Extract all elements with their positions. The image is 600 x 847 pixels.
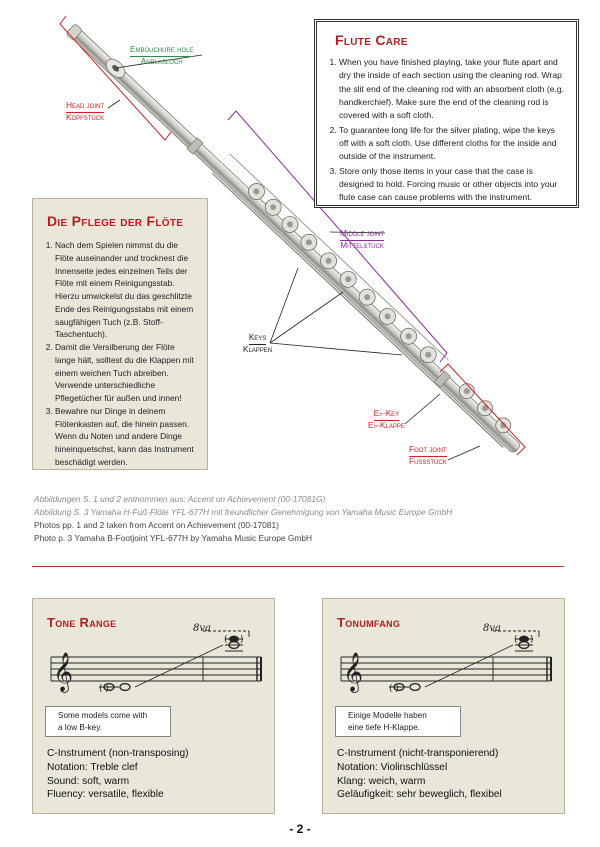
property-line: Fluency: versatile, flexible xyxy=(47,789,164,801)
svg-text:): ) xyxy=(530,635,534,645)
svg-text:𝄞: 𝄞 xyxy=(53,652,74,692)
embouchure-label xyxy=(130,45,193,67)
pflege-item: 1. Nach dem Spielen nimmst du die Flöte auseinander und trocknest die Innenseite jedes einzelnen Teils der Flöte mit einem Reinigungsstab. Hierzu umwickelst du das geschlitzte Ende des Reinigungsstabs mit einem saugfähigen Tuch (z.B. Stoff-Taschentuch). xyxy=(55,239,197,341)
eb-key-label-de: E♭-Klappe xyxy=(368,420,405,430)
svg-text:(: ( xyxy=(224,635,228,645)
head-joint-label-de: Kopfstück xyxy=(66,112,105,122)
credit-line: Photos pp. 1 and 2 taken from Accent on Achievement (00-17081) xyxy=(34,520,279,531)
instrument-properties xyxy=(337,747,502,802)
property-line: Notation: Treble clef xyxy=(47,761,138,773)
svg-text:𝄞: 𝄞 xyxy=(343,652,364,692)
middle-joint-label-de: Mittelstück xyxy=(340,240,384,250)
credit-line: Photo p. 3 Yamaha B-Footjoint YFL-677H by Yamaha Music Europe GmbH xyxy=(34,533,313,544)
flute-care-item: 2. To guarantee long life for the silver plating, wipe the keys off with a soft cloth. Use different cloths for the inside and outside of the instrument. xyxy=(339,124,566,164)
svg-text:(: ( xyxy=(514,635,518,645)
keys-label xyxy=(243,333,272,355)
tone-range-title: Tone Range xyxy=(47,615,117,630)
tone-range-box xyxy=(32,598,275,814)
photo-credits xyxy=(34,493,452,545)
eb-key-label xyxy=(368,409,405,431)
property-line: C-Instrument (non-transposing) xyxy=(47,748,189,759)
low-b-key-note xyxy=(45,706,171,737)
tonumfang-title: Tonumfang xyxy=(337,615,401,630)
note-line: a low B-key. xyxy=(58,722,102,732)
note-line: eine tiefe H-Klappe. xyxy=(348,722,420,732)
svg-text:( ): ( ) xyxy=(389,684,399,694)
keys-label-en: Keys xyxy=(249,333,266,345)
head-joint-label xyxy=(66,101,104,123)
pflege-box xyxy=(32,198,208,470)
tonumfang-staff xyxy=(333,617,558,697)
section-divider xyxy=(32,566,564,567)
foot-joint-label-en: Foot joint xyxy=(409,445,447,457)
property-line: Sound: soft, warm xyxy=(47,775,130,787)
middle-joint-label xyxy=(340,229,384,251)
note-line: Some models come with xyxy=(58,711,148,720)
svg-text:( ): ( ) xyxy=(99,684,109,694)
embouchure-label-en: Embouchure hole xyxy=(130,45,193,57)
pflege-item: 3. Bewahre nur Dinge in deinem Flötenkasten auf, die hinein passen. Wenn du Noten und andere Dinge hineinquetschst, kann das Instrument beschädigt werden. xyxy=(55,405,197,469)
flute-care-title: Flute Care xyxy=(335,32,408,48)
flute-care-box xyxy=(314,19,579,208)
keys-label-de: Klappen xyxy=(243,344,273,354)
ottava-mark: 8va xyxy=(193,623,211,634)
flute-care-list xyxy=(327,56,566,204)
property-line: Notation: Violinschlüssel xyxy=(337,761,448,773)
embouchure-label-de: Anblasloch xyxy=(140,56,183,66)
credit-line: Abbildungen S. 1 und 2 entnommen aus: Accent on Achievement (00-17081G) xyxy=(34,494,326,504)
instrument-properties xyxy=(47,747,189,802)
svg-text:): ) xyxy=(240,635,244,645)
ottava-mark: 8va xyxy=(483,623,501,634)
page-number: - 2 - xyxy=(289,822,311,836)
credit-line: Abbildung S. 3 Yamaha H-Fuß-Flöte YFL-677H mit freundlicher Genehmigung von Yamaha Music Europe GmbH xyxy=(34,507,453,518)
tonumfang-box xyxy=(322,598,565,814)
pflege-list xyxy=(43,239,197,469)
foot-joint-label xyxy=(409,445,447,467)
pflege-title: Die Pflege der Flöte xyxy=(47,213,184,229)
property-line: Geläufigkeit: sehr beweglich, flexibel xyxy=(337,789,502,801)
note-line: Einige Modelle haben xyxy=(348,711,427,720)
low-h-key-note xyxy=(335,706,461,737)
eb-key-label-en: E♭-Key xyxy=(374,409,400,421)
foot-joint-label-de: Fussstück xyxy=(409,456,447,466)
property-line: Klang: weich, warm xyxy=(337,775,426,787)
tone-range-staff xyxy=(43,617,268,697)
flute-care-item: 3. Store only those items in your case that the case is designed to hold. Forcing music or other objects into your flute case can cause problems with the instrument. xyxy=(339,165,566,205)
property-line: C-Instrument (nicht-transponierend) xyxy=(337,748,499,759)
middle-joint-label-en: Middle joint xyxy=(340,229,384,241)
head-joint-label-en: Head joint xyxy=(66,101,104,113)
flute-care-item: 1. When you have finished playing, take your flute apart and dry the inside of each section using the cleaning rod. Wrap the slit end of the cleaning rod with an absorbent cloth (e.g. handkerchief). Make sure the end of the cleaning rod is covered with a soft cloth. xyxy=(339,56,566,123)
pflege-item: 2. Damit die Versilberung der Flöte lange hält, solltest du die Klappen mit einem weichen Tuch abreiben. Verwende unterschiedliche Pflegetücher für außen und innen! xyxy=(55,341,197,405)
